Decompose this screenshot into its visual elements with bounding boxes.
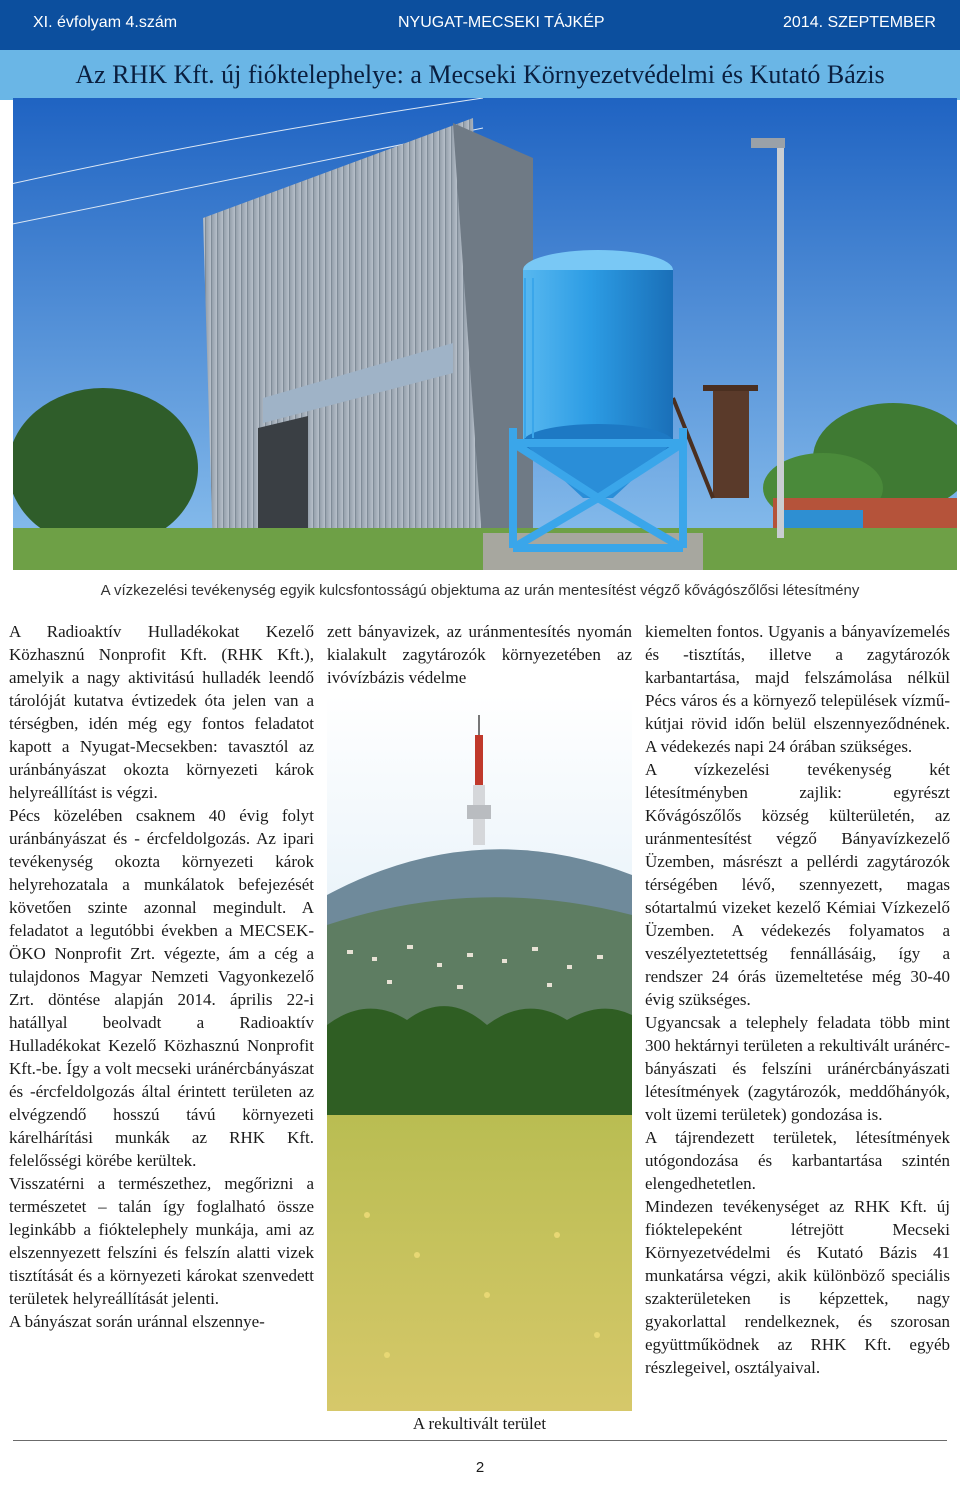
paragraph: Visszatérni a természethez, megőrizni a természetet – talán így foglalható össze leginkább a fióktelephely munkája, ami az elszennyezett felszíni és felszín alatti vizek tisztítását és a környezeti károkat szenvedett területek helyreállítását jelenti. bbox=[9, 1174, 314, 1308]
article-title: Az RHK Kft. új fióktelephelye: a Mecseki Környezetvédelmi és Kutató Bázis bbox=[75, 60, 885, 89]
paragraph: A vízkezelési tevékenység két létesítményben zajlik: egyrészt Kővágószőlős község külterületén, az uránmentesítést végző Bányavízkezelő Üzemben, másrészt a pellérdi zagytározók térségében lévő, szennyezett, magas sótartalmú vizeket kezelő Kémiai Vízkezelő Üzemben. A védekezés folyamatos a veszélyeztetettség fennállásáig, így a rendszer 24 órás üzemeltetése még 30-40 évig szükséges. bbox=[645, 760, 950, 1009]
text-column-3 bbox=[645, 620, 950, 1379]
text-column-1 bbox=[9, 620, 314, 1333]
paragraph: Mindezen tevékenységet az RHK Kft. új fióktelepeként létrejött Mecseki Környezetvédelmi és Kutató Bázis 41 munkatársa végzi, akik különböző speciális szakterületeken is képzettek, nagy gyakorlattal rendelkeznek, és szorosan együttműködnek az RHK Kft. egyéb részlegeivel, osztályaival. bbox=[645, 1197, 950, 1377]
main-photo-caption: A vízkezelési tevékenység egyik kulcsfontosságú objektuma az urán mentesítést végző kővágószőlősi létesítmény bbox=[100, 582, 860, 599]
volume-label: XI. évfolyam 4.szám bbox=[33, 14, 178, 31]
publication-name: NYUGAT-MECSEKI TÁJKÉP bbox=[398, 14, 605, 31]
paragraph: zett bányavizek, az uránmentesítés nyomán kialakult zagytározók környezetében az ivóvízbázis védelme bbox=[327, 622, 632, 687]
paragraph: Ugyancsak a telephely feladata több mint 300 hektárnyi területen a rekultivált uránérc-bányászati és felszíni uránércbányászati létesítmények (zagytározók, meddőhányók, volt üzemi területek) gondozása is. bbox=[645, 1013, 950, 1124]
paragraph: A bányászat során uránnal elszennye- bbox=[9, 1312, 265, 1331]
text-column-2 bbox=[327, 620, 632, 689]
paragraph: kiemelten fontos. Ugyanis a bányavízemelés és -tisztítás, illetve a zagytározók karbantartása, majd felszámolása nélkül Pécs város és a környező települések vízmű-kútjai rövid időn belül elszennyeződnének. A védekezés napi 24 órában szükséges. bbox=[645, 622, 950, 756]
paragraph: A tájrendezett területek, létesítmények utógondozása és karbantartása szintén elengedhetetlen. bbox=[645, 1128, 950, 1193]
footer-divider bbox=[13, 1440, 947, 1441]
page-number: 2 bbox=[475, 1459, 485, 1476]
paragraph: A Radioaktív Hulladékokat Kezelő Közhasznú Nonprofit Kft. (RHK Kft.), amelyik a nagy aktivitású hulladék leendő tárolóját kutatva évtizedek óta jelen van a térségben, idén még egy fontos feladatot kapott a Nyugat-Mecsekben: tavasztól az uránbányászat okozta környezeti károk helyreállítást is végzi. bbox=[9, 622, 314, 802]
reclaimed-area-caption: A rekultivált terület bbox=[412, 1414, 547, 1433]
reclaimed-area-photo bbox=[327, 695, 632, 1411]
paragraph: Pécs közelében csaknem 40 évig folyt uránbányászat és - ércfeldolgozás. Az ipari tevékenység okozta környezeti károk helyrehozatala a munkálatok befejezését követően szinte azonnal megindult. A feladatot a legutóbbi években a MECSEK-ÖKO Nonprofit Zrt. végezte, ám a cég a tulajdonos Magyar Nemzeti Vagyonkezelő Zrt. döntése alapján 2014. április 22-i hatállyal beolvadt a Radioaktív Hulladékokat Kezelő Közhasznú Nonprofit Kft.-be. Így a volt mecseki uránércbányászat és -ércfeldolgozás által érintett területen az elvégzendő hosszú távú környezeti kárelhárítási munkák az RHK Kft. felelősségi körébe kerültek. bbox=[9, 806, 314, 1170]
issue-date: 2014. SZEPTEMBER bbox=[783, 14, 936, 31]
main-photo bbox=[13, 98, 957, 570]
